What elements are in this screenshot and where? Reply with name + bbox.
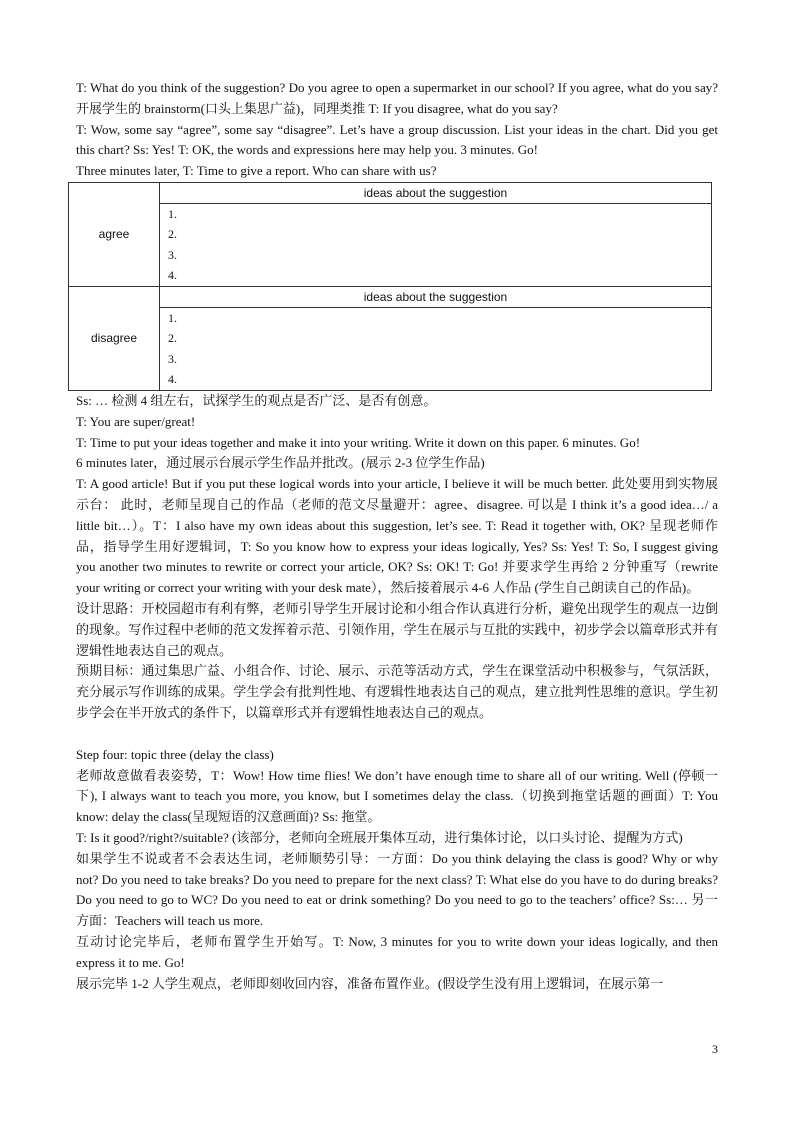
expected-goals: 预期目标：通过集思广益、小组合作、讨论、展示、示范等活动方式，学生在课堂活动中积极参与，气氛活跃，充分展示写作训练的成果。学生学会有批判性地、有逻辑性地表达自己的观点，建立批判性思维的意识。学生初步学会在半开放式的条件下，以篇章形式并有逻辑性地表达自己的观点。	[76, 663, 718, 720]
design-rationale: 设计思路：开校园超市有利有弊，老师引导学生开展讨论和小组合作认真进行分析，避免出现学生的观点一边倒的现象。写作过程中老师的范文发挥着示范、引领作用，学生在展示与互批的实践中，初步学会以篇章形式并有逻辑性地表达自己的观点。	[76, 600, 718, 658]
spacer	[76, 724, 718, 745]
disagree-lines	[160, 307, 712, 390]
paragraph: T: Wow, some say “agree”, some say “disagree”. Let’s have a group discussion. List your ideas in the chart. Did you get this chart? Ss: Yes! T: OK, the words and expressions here may help you. 3 minutes. Go!	[76, 121, 718, 158]
paragraph: 6 minutes later，通过展示台展示学生作品并批改。(展示 2-3 位学生作品)	[76, 455, 485, 471]
paragraph: T: You are super/great!	[76, 413, 196, 429]
list-item: 4.	[168, 372, 177, 387]
paragraph: 展示完毕 1-2 人学生观点，老师即刻收回内容，准备布置作业。(假设学生没有用上逻辑词，在展示第一	[76, 975, 664, 991]
disagree-label: disagree	[69, 286, 160, 390]
list-item: 3.	[168, 247, 177, 262]
table-header: ideas about the suggestion	[160, 182, 712, 203]
paragraph: T: Time to put your ideas together and make it into your writing. Write it down on this paper. 6 minutes. Go!	[76, 434, 641, 450]
paragraph: Three minutes later, T: Time to give a report. Who can share with us?	[76, 163, 437, 179]
list-item: 3.	[168, 351, 177, 366]
paragraph: T: What do you think of the suggestion? Do you agree to open a supermarket in our school? If you agree, what do you say? 开展学生的 brainstorm(口头上集思广益)，同理类推 T: If you disagree, what do you say?	[76, 80, 718, 116]
paragraph: Ss: … 检测 4 组左右，试探学生的观点是否广泛、是否有创意。	[76, 392, 437, 408]
agree-lines	[160, 203, 712, 286]
list-item: 4.	[168, 268, 177, 283]
step-heading: Step four: topic three (delay the class)	[76, 746, 274, 762]
list-item: 2.	[168, 331, 177, 346]
paragraph: 老师故意做看表姿势，T：Wow! How time flies! We don’t have enough time to share all of our writing. Well (停顿一下), I always want to teach you more, you know, but I sometimes delay the class.（切换到拖堂话题的画面）T: You know: delay the class(呈现短语的汉意画面)? Ss: 拖堂。	[76, 767, 718, 825]
page-body	[76, 78, 718, 994]
agree-label: agree	[69, 182, 160, 286]
list-item: 1.	[168, 206, 177, 221]
list-item: 2.	[168, 227, 177, 242]
paragraph: 如果学生不说或者不会表达生词，老师顺势引导：一方面：Do you think delaying the class is good? Why or why not? Do you need to take breaks? Do you need to prepare for the next class? T: What else do you have to do during breaks? Do you need to go to WC? Do you need to eat or drink something? Do you need to go to the teachers’ office? Ss:… 另一方面：Teachers will teach us more.	[76, 850, 718, 929]
list-item: 1.	[168, 310, 177, 325]
paragraph: T: Is it good?/right?/suitable? (该部分，老师向全班展开集体互动，进行集体讨论，以口头讨论、提醒为方式)	[76, 829, 683, 845]
page-number: 3	[712, 1042, 718, 1056]
table-header: ideas about the suggestion	[160, 286, 712, 307]
paragraph: 互动讨论完毕后，老师布置学生开始写。T: Now, 3 minutes for you to write down your ideas logically, and then express it to me. Go!	[76, 933, 718, 970]
ideas-table	[68, 182, 712, 391]
paragraph: T: A good article! But if you put these logical words into your article, I believe it will be much better. 此处要用到实物展示台： 此时，老师呈现自己的作品（老师的范文尽量避开：agree、disagree. 可以是 I think it’s a good idea…/ a little bit…）。T：I also have my own ideas about this suggestion, let’s see. T: Read it together with, OK? 呈现老师作品，指导学生用好逻辑词，T: So you know how to express your ideas logically, Yes? Ss: Yes! T: So, I suggest giving you another two minutes to rewrite or correct your article, OK? Ss: OK! T: Go! 并要求学生再给 2 分钟重写（rewrite your writing or correct your writing with your desk mate），然后接着展示 4-6 人作品 (学生自己朗读自己的作品)。	[76, 476, 718, 596]
